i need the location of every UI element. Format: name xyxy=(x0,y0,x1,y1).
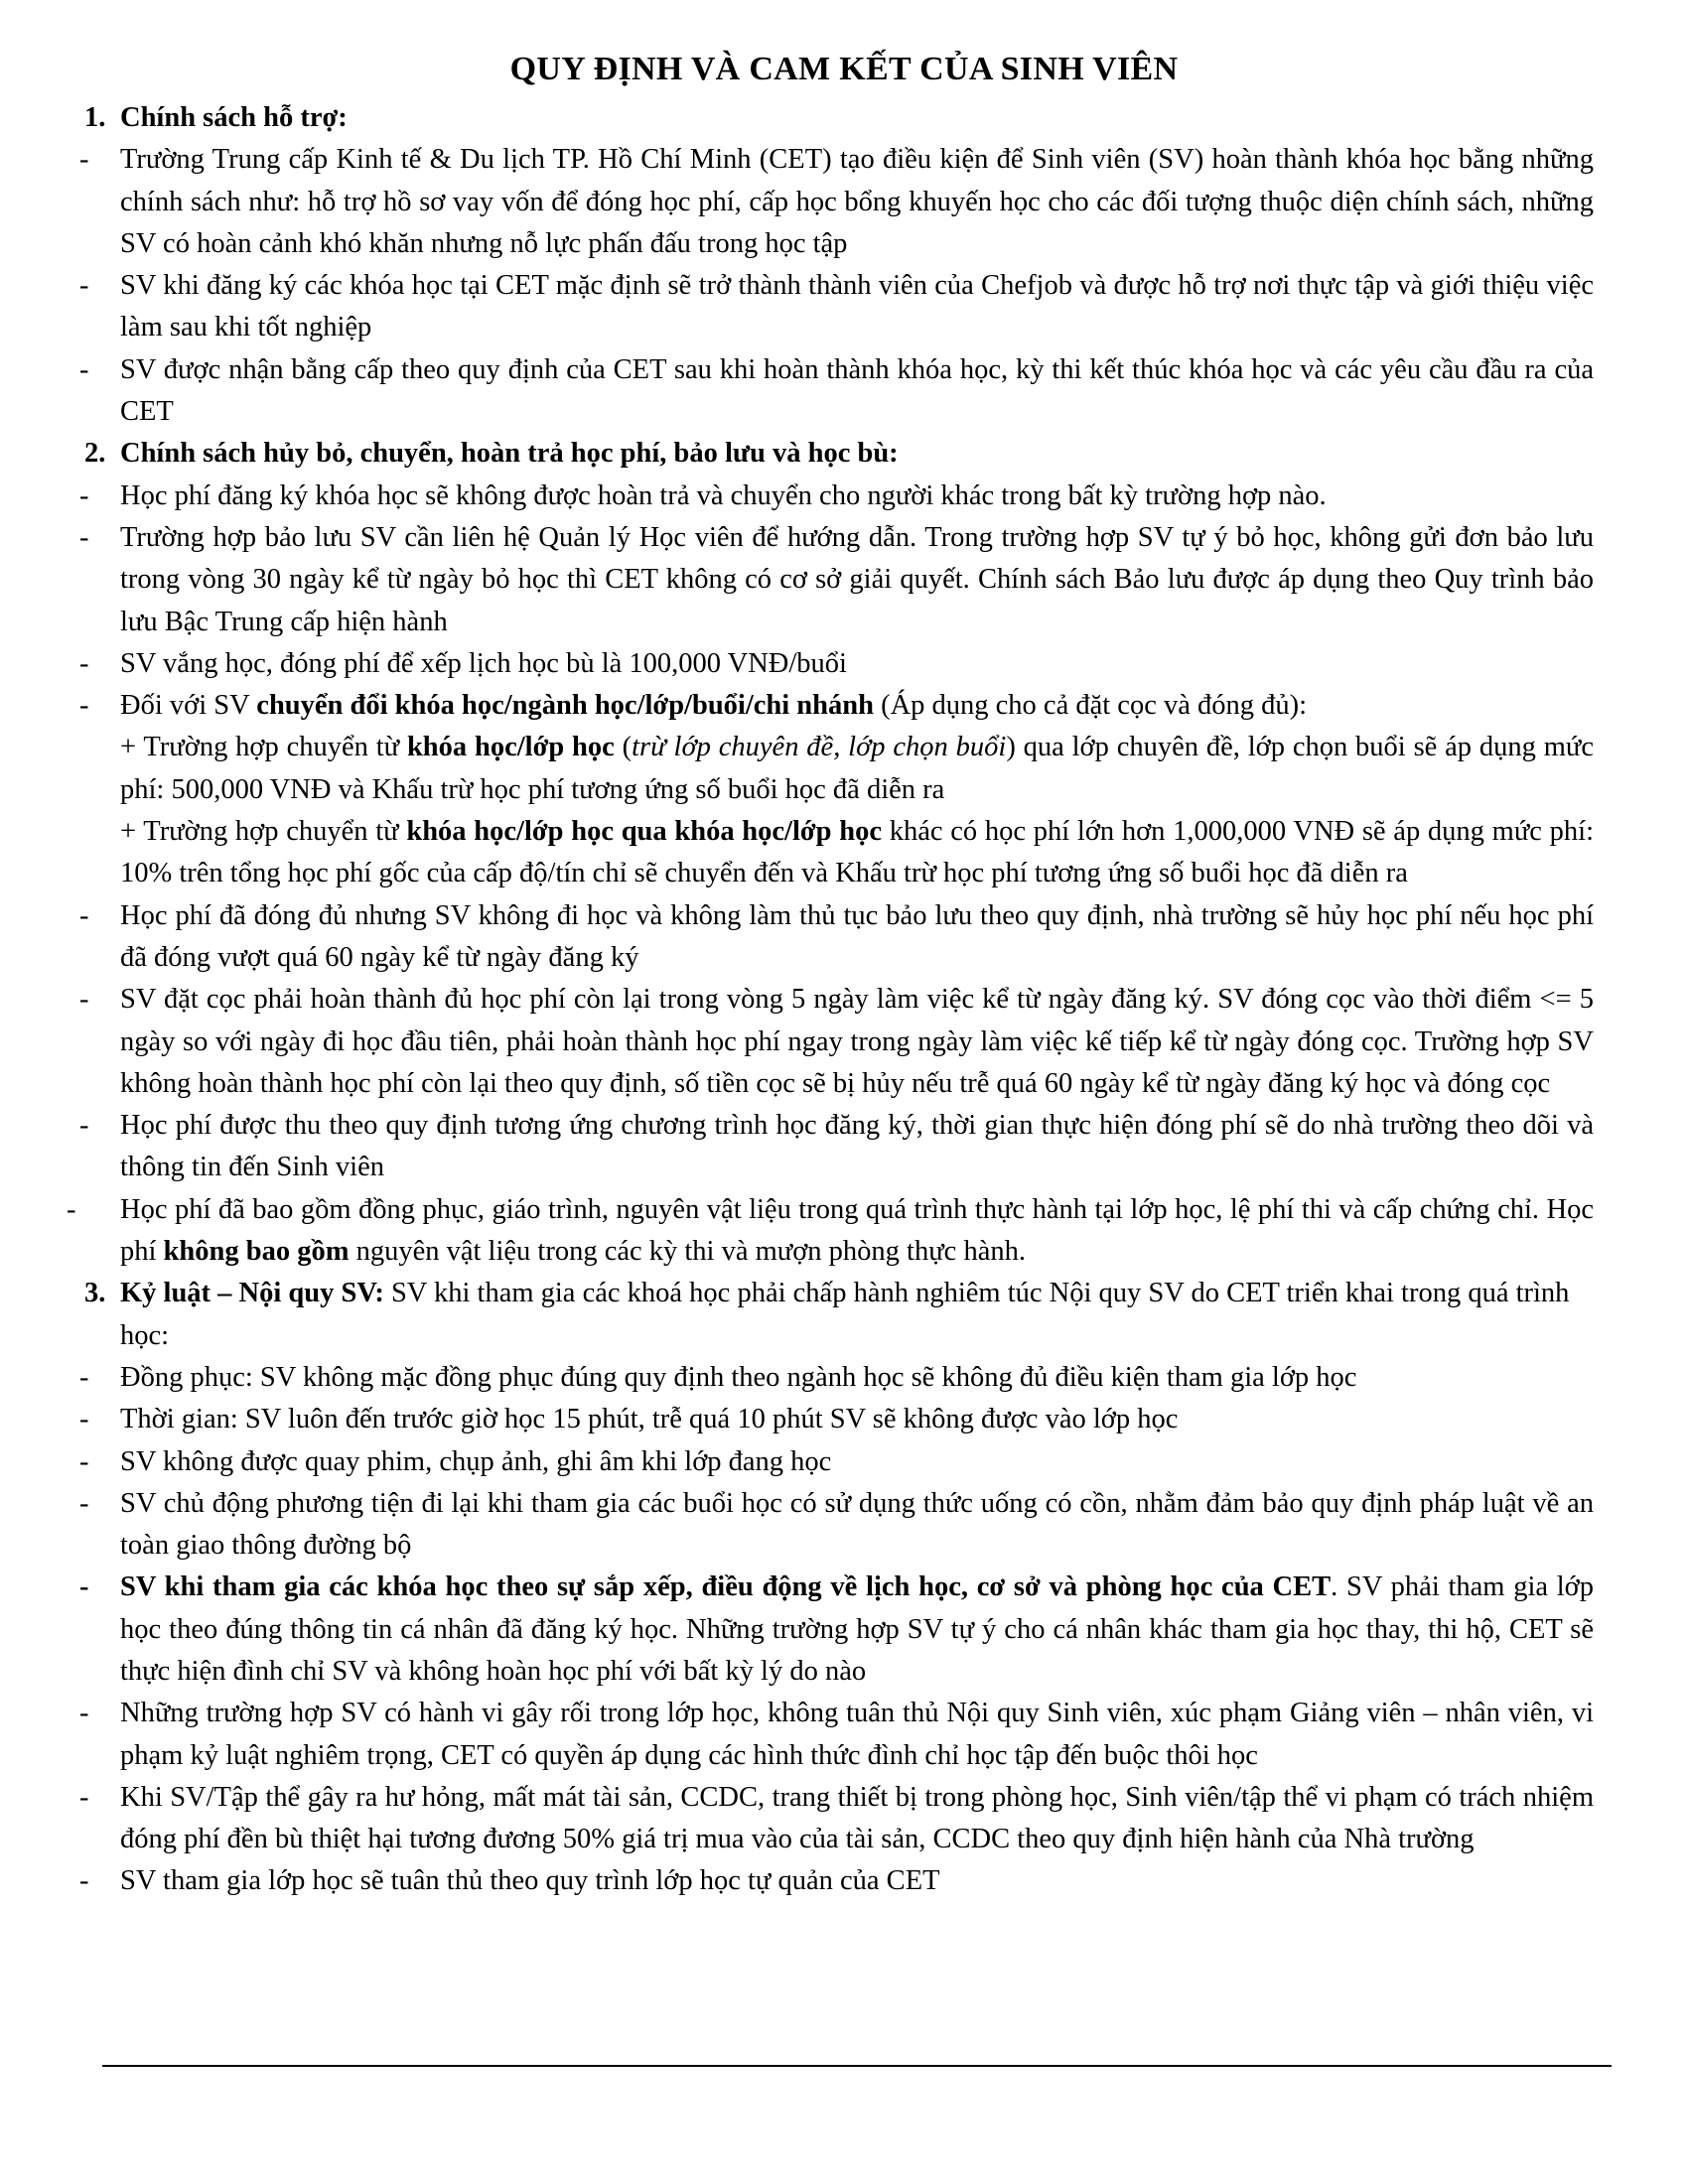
list-item-text: SV tham gia lớp học sẽ tuân thủ theo quy trình lớp học tự quản của CET xyxy=(120,1865,940,1897)
bullet-dash: - xyxy=(79,479,89,511)
fee-note-emphasis: không bao gồm xyxy=(163,1236,350,1268)
transfer-intro-text-end: (Áp dụng cho cả đặt cọc và đóng đủ): xyxy=(873,690,1308,722)
section-number: 3. xyxy=(84,1278,106,1309)
section-title: Chính sách hỗ trợ: xyxy=(120,102,348,133)
bullet-dash: - xyxy=(79,984,89,1016)
transfer-case-emphasis: khóa học/lớp học xyxy=(406,732,615,763)
list-item xyxy=(74,1441,1594,1483)
list-item-text: Học phí được thu theo quy định tương ứng chương trình học đăng ký, thời gian thực hiện đóng phí sẽ do nhà trường theo dõi và thông tin đến Sinh viên xyxy=(120,1110,1594,1183)
section-title: Chính sách hủy bỏ, chuyển, hoàn trả học phí, bảo lưu và học bù: xyxy=(120,438,899,470)
transfer-case-text: ( xyxy=(614,732,633,763)
list-item xyxy=(74,349,1594,434)
transfer-case-text: + Trường hợp chuyển từ xyxy=(120,732,407,763)
transfer-intro-emphasis: chuyển đổi khóa học/ngành học/lớp/buổi/chi nhánh xyxy=(256,690,874,722)
list-item-text: Học phí đã đóng đủ nhưng SV không đi học và không làm thủ tục bảo lưu theo quy định, nhà trường sẽ hủy học phí nếu học phí đã đóng vượt quá 60 ngày kể từ ngày đăng ký xyxy=(120,899,1594,973)
list-item-text: Những trường hợp SV có hành vi gây rối trong lớp học, không tuân thủ Nội quy Sinh viên, xúc phạm Giảng viên – nhân viên, vi phạm kỷ luật nghiêm trọng, CET có quyền áp dụng các hình thức đình chỉ học tập đến buộc thôi học xyxy=(120,1698,1594,1771)
transfer-case-exception: trừ lớp chuyên đề, lớp chọn buổi xyxy=(632,732,1007,763)
transfer-case-text: + Trường hợp chuyển từ xyxy=(120,816,407,848)
list-item-text: SV chủ động phương tiện đi lại khi tham gia các buổi học có sử dụng thức uống có cồn, nhằm đảm bảo quy định pháp luật về an toàn giao thông đường bộ xyxy=(120,1487,1594,1562)
bullet-dash: - xyxy=(79,647,89,679)
bullet-dash: - xyxy=(79,1404,89,1435)
arrangement-text: . SV phải tham gia lớp học theo đúng thông tin cá nhân đã đăng ký học. Những trường hợp SV tự ý cho cá nhân khác tham gia học thay, thi hộ, CET sẽ thực hiện đình chỉ SV và không hoàn học phí với bất kỳ lý do nào xyxy=(120,1571,1595,1687)
horizontal-rule xyxy=(102,2065,1612,2067)
bullet-dash: - xyxy=(79,1781,89,1813)
bullet-dash: - xyxy=(79,1110,89,1142)
section-intro: SV khi tham gia các khoá học phải chấp hành nghiêm túc Nội quy SV do CET triển khai trong quá trình học: xyxy=(120,1278,1570,1351)
bullet-dash: - xyxy=(79,353,89,385)
transfer-intro-text: Đối với SV xyxy=(120,690,257,722)
list-item xyxy=(74,1105,1594,1189)
section-number: 1. xyxy=(84,102,106,133)
bullet-dash: - xyxy=(79,521,89,553)
transfer-case-2 xyxy=(74,811,1594,895)
bullet-dash: - xyxy=(79,144,89,176)
fee-note-text-end: nguyên vật liệu trong các kỳ thi và mượn phòng thực hành. xyxy=(349,1236,1026,1268)
list-item-text: Thời gian: SV luôn đến trước giờ học 15 phút, trễ quá 10 phút SV sẽ không được vào lớp học xyxy=(120,1404,1179,1435)
section-title: Kỷ luật – Nội quy SV: xyxy=(120,1278,384,1309)
list-item-text: SV không được quay phim, chụp ảnh, ghi âm khi lớp đang học xyxy=(120,1445,832,1477)
bullet-dash: - xyxy=(79,1487,89,1519)
section-heading-support xyxy=(74,97,1594,139)
list-item xyxy=(74,895,1594,980)
transfer-case-1 xyxy=(74,727,1594,811)
list-item xyxy=(74,139,1594,265)
list-item xyxy=(74,1693,1594,1777)
section-number: 2. xyxy=(84,438,106,470)
document-title: QUY ĐỊNH VÀ CAM KẾT CỦA SINH VIÊN xyxy=(509,51,1179,87)
bullet-dash: - xyxy=(79,1571,89,1603)
list-item-text: Trường hợp bảo lưu SV cần liên hệ Quản lý Học viên để hướng dẫn. Trong trường hợp SV tự ý bỏ học, không gửi đơn bảo lưu trong vòng 30 ngày kể từ ngày bỏ học thì CET không có cơ sở giải quyết. Chính sách Bảo lưu được áp dụng theo Quy trình bảo lưu Bậc Trung cấp hiện hành xyxy=(120,521,1594,637)
transfer-case-emphasis: khóa học/lớp học qua khóa học/lớp học xyxy=(406,816,882,848)
list-item xyxy=(74,1860,1594,1902)
list-item-arrangement xyxy=(74,1567,1594,1693)
document-body xyxy=(67,97,1595,1903)
bullet-dash: - xyxy=(79,690,89,722)
list-item xyxy=(74,1483,1594,1568)
bullet-dash: - xyxy=(79,899,89,931)
bullet-dash: - xyxy=(79,270,89,302)
list-item xyxy=(74,265,1594,349)
list-item-fee-note xyxy=(67,1189,1594,1274)
list-item-text: Trường Trung cấp Kinh tế & Du lịch TP. Hồ Chí Minh (CET) tạo điều kiện để Sinh viên (SV) hoàn thành khóa học bằng những chính sách như: hỗ trợ hồ sơ vay vốn để đóng học phí, cấp học bổng khuyến học cho các đối tượng thuộc diện chính sách, những SV có hoàn cảnh khó khăn nhưng nỗ lực phấn đấu trong học tập xyxy=(120,144,1594,259)
list-item-text: Khi SV/Tập thể gây ra hư hỏng, mất mát tài sản, CCDC, trang thiết bị trong phòng học, Sinh viên/tập thể vi phạm có trách nhiệm đóng phí đền bù thiệt hại tương đương 50% giá trị mua vào của tài sản, CCDC theo quy định hiện hành của Nhà trường xyxy=(120,1781,1594,1855)
list-item xyxy=(74,1399,1594,1440)
section-heading-discipline xyxy=(74,1273,1594,1357)
list-item-text: SV đặt cọc phải hoàn thành đủ học phí còn lại trong vòng 5 ngày làm việc kể từ ngày đăng ký. SV đóng cọc vào thời điểm <= 5 ngày so với ngày đi học đầu tiên, phải hoàn thành học phí ngay trong ngày làm việc kế tiếp kể từ ngày đóng cọc. Trường hợp SV không hoàn thành học phí còn lại theo quy định, số tiền cọc sẽ bị hủy nếu trễ quá 60 ngày kể từ ngày đăng ký học và đóng cọc xyxy=(120,984,1594,1099)
list-item xyxy=(74,517,1594,643)
list-item-text: Đồng phục: SV không mặc đồng phục đúng quy định theo ngành học sẽ không đủ điều kiện tham gia lớp học xyxy=(120,1361,1357,1393)
list-item xyxy=(74,1777,1594,1861)
bullet-dash: - xyxy=(79,1698,89,1729)
section-heading-fees xyxy=(74,433,1594,475)
bullet-dash: - xyxy=(79,1865,89,1897)
arrangement-emphasis: SV khi tham gia các khóa học theo sự sắp xếp, điều động về lịch học, cơ sở và phòng học của CET xyxy=(120,1571,1332,1603)
list-item xyxy=(74,1357,1594,1399)
list-item-text: Học phí đăng ký khóa học sẽ không được hoàn trả và chuyển cho người khác trong bất kỳ trường hợp nào. xyxy=(120,479,1327,511)
fee-note-text: Học phí đã bao gồm đồng phục, giáo trình, nguyên vật liệu trong quá trình thực hành tại lớp học, lệ phí thi và cấp chứng chỉ. Học phí xyxy=(120,1193,1594,1268)
list-item xyxy=(74,643,1594,685)
list-item-text: SV được nhận bằng cấp theo quy định của CET sau khi hoàn thành khóa học, kỳ thi kết thúc khóa học và các yêu cầu đầu ra của CET xyxy=(120,353,1594,428)
list-item-transfer xyxy=(74,685,1594,727)
list-item-text: SV khi đăng ký các khóa học tại CET mặc định sẽ trở thành thành viên của Chefjob và được hỗ trợ nơi thực tập và giới thiệu việc làm sau khi tốt nghiệp xyxy=(120,270,1594,343)
bullet-dash: - xyxy=(79,1445,89,1477)
list-item xyxy=(74,979,1594,1105)
bullet-dash: - xyxy=(67,1193,76,1225)
transfer-case-text: khác có học phí lớn hơn 1,000,000 VNĐ sẽ áp dụng mức phí: 10% trên tổng học phí gốc của cấp độ/tín chỉ sẽ chuyển đến và Khấu trừ học phí tương ứng số buổi học đã diễn ra xyxy=(120,816,1594,889)
transfer-case-text: ) qua lớp chuyên đề, lớp chọn buổi sẽ áp dụng mức phí: 500,000 VNĐ và Khấu trừ học phí tương ứng số buổi học đã diễn ra xyxy=(120,732,1595,805)
list-item-text: SV vắng học, đóng phí để xếp lịch học bù là 100,000 VNĐ/buổi xyxy=(120,647,847,679)
bullet-dash: - xyxy=(79,1361,89,1393)
list-item xyxy=(74,476,1594,517)
